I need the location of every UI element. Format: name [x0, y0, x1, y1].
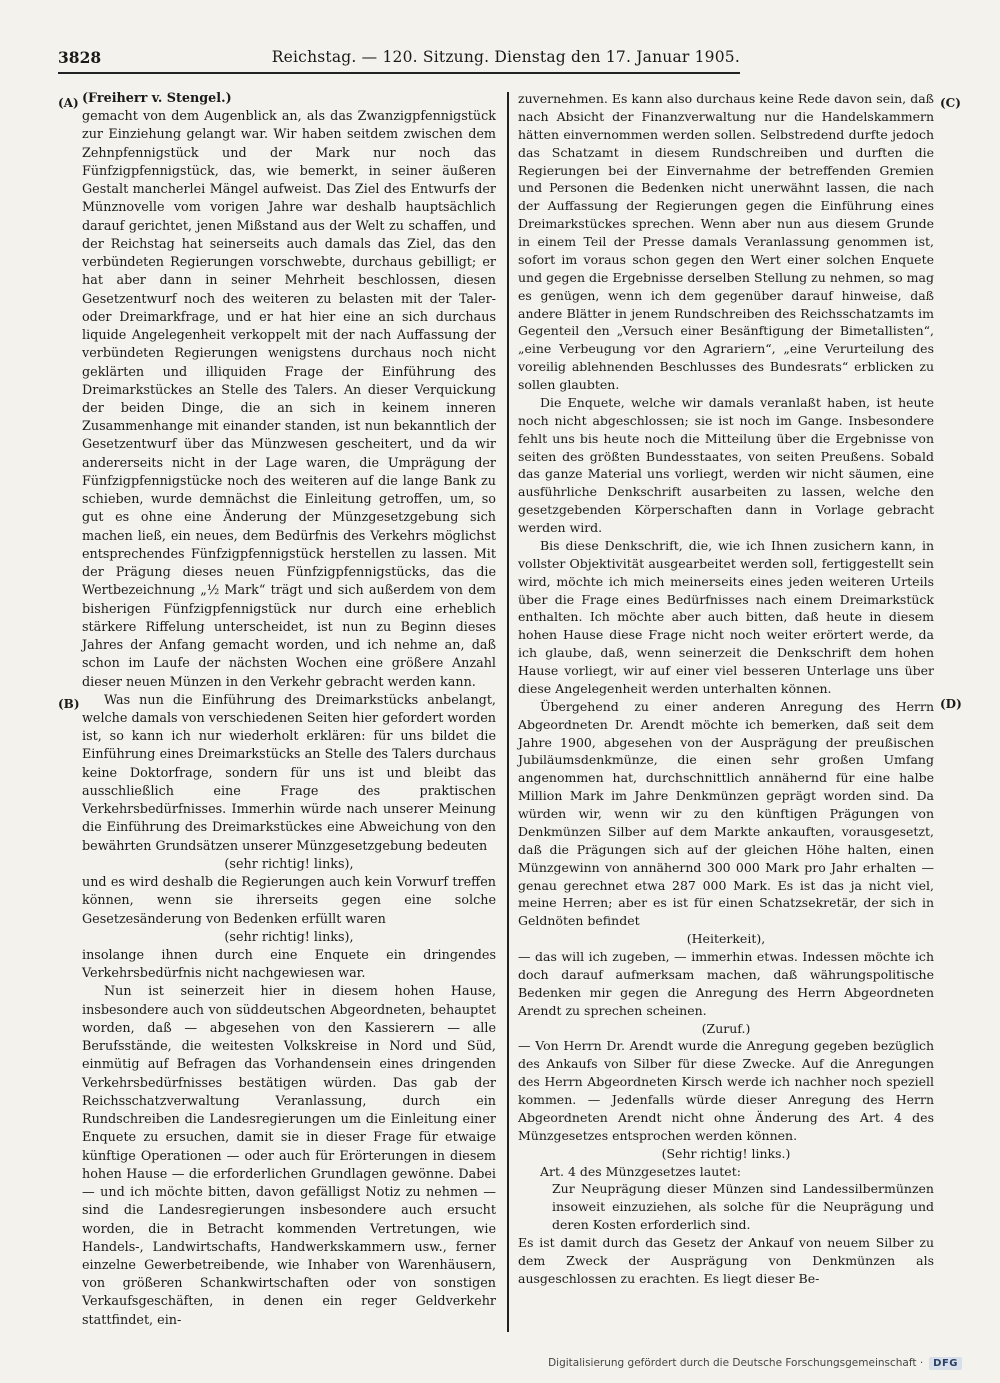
header-rule [58, 72, 740, 74]
paragraph: Übergehend zu einer anderen Anregung des Herrn Abgeordneten Dr. Arendt möchte ich bemerken, daß seit dem Jahre 1900, abgesehen von der Ausprägung der preußischen Jubiläumsdenkmünze, die einen sehr großen Umfang angenommen hat, durchschnittlich annähernd für eine halbe Million Mark im Jahre Denkmünzen geprägt worden sind. Da würden wir, wenn wir zu den künftigen Prägungen von Denkmünzen Silber auf dem Markte ankauften, vorausgesetzt, daß die Prägungen sich auf der gleichen Höhe halten, einen Münzgewinn von annähernd 300 000 Mark pro Jahr erhalten — genau gerechnet etwa 287 000 Mark. Es ist das ja nicht viel, meine Herren; aber es ist für einen Schatzsekretär, der sich in Geldnöten befindet [518, 698, 934, 929]
footer [548, 1353, 962, 1373]
paragraph: gemacht von dem Augenblick an, als das Zwanzigpfennigstück zur Einziehung gelangt war. Wir haben seitdem zwischen dem Zehnpfennigstück und der Mark nur noch das Fünfzigpfennigstück, das, wie bemerkt, in seiner äußeren Gestalt mancherlei Mängel aufweist. Das Ziel des Entwurfs der Münznovelle vom vorigen Jahre war deshalb hauptsächlich darauf gerichtet, jenen Mißstand aus der Welt zu schaffen, und der Reichstag hat seinerseits auch damals das Ziel, das den verbündeten Regierungen vorschwebte, durchaus gebilligt; er hat aber dann in seiner Mehrheit beschlossen, diesen Gesetzentwurf noch des weiteren zu belasten mit der Taler- oder Dreimarkfrage, und er hat hier eine an sich durchaus liquide Angelegenheit verkoppelt mit der nach Auffassung der verbündeten Regierungen wenigstens durchaus noch nicht geklärten und illiquiden Frage der Einführung des Dreimarkstückes an Stelle des Talers. An dieser Verquickung der beiden Dinge, die an sich in keinem inneren Zusammenhange mit einander standen, ist nun bekanntlich der Gesetzentwurf über das Münzwesen gescheitert, und da wir andererseits nicht in der Lage waren, die Umprägung der Fünfzigpfennigstücke noch des weiteren auf die lange Bank zu schieben, wurde demnächst die Einleitung getroffen, um, so gut es ohne eine Änderung der Münzgesetzgebung sich machen ließ, ein neues, dem Bedürfnis des Verkehrs möglichst entsprechendes Fünfzigpfennigstück herstellen zu lassen. Mit der Prägung dieses neuen Fünfzigpfennigstücks, das die Wertbezeichnung „½ Mark“ trägt und sich außerdem von dem bisherigen Fünfzigpfennigstück nur durch eine erheblich stärkere Riffelung unterscheidet, ist nun zu Beginn dieses Jahres der Anfang gemacht worden, und ich nehme an, daß schon im Laufe der nächsten Wochen eine größere Anzahl dieser neuen Münzen in den Verkehr gebracht werden kann. [82, 109, 496, 690]
margin-marker-c: (C) [940, 96, 961, 110]
interjection: (Heiterkeit), [686, 931, 766, 947]
speaker-label: (Freiherr v. Stengel.) [82, 91, 232, 106]
block-quote: Zur Neuprägung dieser Münzen sind Landessilbermünzen insoweit einzuziehen, als solche für die Neuprägung und deren Kosten erforderlich sind. [552, 1181, 934, 1233]
interjection: (sehr richtig! links), [224, 929, 354, 945]
paragraph: insolange ihnen durch eine Enquete ein dringendes Verkehrsbedürfnis nicht nachgewiesen war. [82, 948, 496, 982]
column-divider [507, 92, 509, 1332]
margin-marker-d: (D) [940, 697, 962, 711]
paragraph: Nun ist seinerzeit hier in diesem hohen Hause, insbesondere auch von süddeutschen Abgeordneten, behauptet worden, daß — abgesehen von den Kassierern — alle Berufsstände, die weitesten Volkskreise in Nord und Süd, einmütig auf Befragen das Vorhandensein eines dringenden Verkehrsbedürfnisses bestätigen würden. Das gab der Reichsschatzverwaltung Veranlassung, durch ein Rundschreiben die Landesregierungen um die Einleitung einer Enquete zu ersuchen, damit sie in dieser Frage für etwaige künftige Operationen — oder auch für Erörterungen in diesem hohen Hause — die erforderlichen Grundlagen gewönne. Dabei — und ich möchte bitten, davon gefälligst Notiz zu nehmen — sind die Landesregierungen insbesondere auch ersucht worden, die in Betracht kommenden Vertretungen, wie Handels-, Landwirtschafts, Handwerkskammern usw., ferner einzelne Gewerbetreibende, wie Inhaber von Warenhäusern, von größeren Schankwirtschaften oder von sonstigen Verkaufsgeschäften, in denen ein reger Geldverkehr stattfindet, ein- [82, 984, 496, 1328]
paragraph: Was nun die Einführung des Dreimarkstücks anbelangt, welche damals von verschiedenen Seiten hier gefordert worden ist, so kann ich nur wiederholt erklären: für uns bildet die Einführung eines Dreimarkstücks an Stelle des Talers durchaus keine Doktorfrage, sondern für uns ist und bleibt das ausschließlich eine Frage des praktischen Verkehrsbedürfnisses. Immerhin würde nach unserer Meinung die Einführung des Dreimarkstückes eine Abweichung von den bewährten Grundsätzen unserer Münzgesetzgebung bedeuten [82, 692, 496, 854]
interjection: (Sehr richtig! links.) [661, 1145, 791, 1161]
paragraph: Bis diese Denkschrift, die, wie ich Ihnen zusichern kann, in vollster Objektivität ausgearbeitet werden soll, fertiggestellt sein wird, möchte ich mich meinerseits eines jeden weiteren Urteils über die Frage eines Bedürfnisses nach einem Dreimarkstück enthalten. Ich möchte aber auch bitten, daß heute in diesem hohen Hause diese Frage nicht noch weiter erörtert werde, da ich glaube, daß, wenn seinerzeit die Denkschrift dem hohen Hause vorliegt, wir auf einer viel besseren Unterlage uns über diese Angelegenheit werden unterhalten können. [518, 537, 934, 696]
footer-credit: Digitalisierung gefördert durch die Deutsche Forschungsgemeinschaft · [548, 1357, 924, 1369]
page-header [58, 48, 740, 70]
page-title: Reichstag. — 120. Sitzung. Dienstag den 17. Januar 1905. [271, 48, 740, 66]
interjection: (sehr richtig! links), [224, 856, 354, 872]
paragraph: Die Enquete, welche wir damals veranlaßt haben, ist heute noch nicht abgeschlossen; sie ist noch im Gange. Insbesondere fehlt uns bis heute noch die Mitteilung über die Ergebnisse von seiten des größten Bundesstaates, von seiten Preußens. Sobald das ganze Material uns vorliegt, werden wir nicht säumen, eine ausführliche Denkschrift ausarbeiten zu lassen, welche den gesetzgebenden Körperschaften dann in Vorlage gebracht werden wird. [518, 394, 934, 535]
page-number: 3828 [58, 48, 102, 67]
paragraph: und es wird deshalb die Regierungen auch kein Vorwurf treffen können, wenn sie ihrerseits gegen eine solche Gesetzesänderung von Bedenken erfüllt waren [82, 875, 496, 927]
margin-marker-a: (A) [58, 96, 79, 110]
interjection: (Zuruf.) [701, 1020, 751, 1036]
paragraph: — Von Herrn Dr. Arendt wurde die Anregung gegeben bezüglich des Ankaufs von Silber für diese Zwecke. Auf die Anregungen des Herrn Abgeordneten Kirsch werde ich nachher noch speziell kommen. — Jedenfalls würde dieser Anregung des Herrn Abgeordneten Arendt nicht ohne Änderung des Art. 4 des Münzgesetzes entsprochen werden können. [518, 1038, 934, 1143]
right-column [518, 90, 934, 1288]
dfg-logo: DFG [929, 1357, 962, 1370]
paragraph: — das will ich zugeben, — immerhin etwas. Indessen möchte ich doch darauf aufmerksam machen, daß währungspolitische Bedenken mir gegen die Anregung des Herrn Abgeordneten Arendt zu sprechen scheinen. [518, 949, 934, 1018]
paragraph: Es ist damit durch das Gesetz der Ankauf von neuem Silber zu dem Zweck der Ausprägung von Denkmünzen als ausgeschlossen zu erachten. Es liegt dieser Be- [518, 1235, 934, 1286]
paragraph: Art. 4 des Münzgesetzes lautet: [540, 1163, 741, 1179]
margin-marker-b: (B) [58, 697, 80, 711]
left-column [82, 90, 496, 1330]
paragraph: zuvernehmen. Es kann also durchaus keine Rede davon sein, daß nach Absicht der Finanzverwaltung nur die Handelskammern hätten einvernommen werden sollen. Selbstredend durfte jedoch das Schatzamt in diesem Rundschreiben und durften die Regierungen bei der Einvernahme der betreffenden Gremien und Personen die Bedenken nicht unerwähnt lassen, die nach der Auffassung der Regierungen gegen die Einführung eines Dreimarkstückes sprechen. Wenn aber nun aus diesem Grunde in einem Teil der Presse damals Veranlassung genommen ist, sofort im voraus schon gegen den Wert einer solchen Enquete und gegen die Ergebnisse derselben Stellung zu nehmen, so mag es genügen, wenn ich dem gegenüber darauf hinweise, daß andere Blätter in jenem Rundschreiben des Reichsschatzamts im Gegenteil den „Versuch einer Besänftigung der Bimetallisten“, „eine Verbeugung vor den Agrariern“, „eine Verurteilung des voreilig ablehnenden Beschlusses des Bundesrats“ erblicken zu sollen glaubten. [518, 91, 934, 392]
